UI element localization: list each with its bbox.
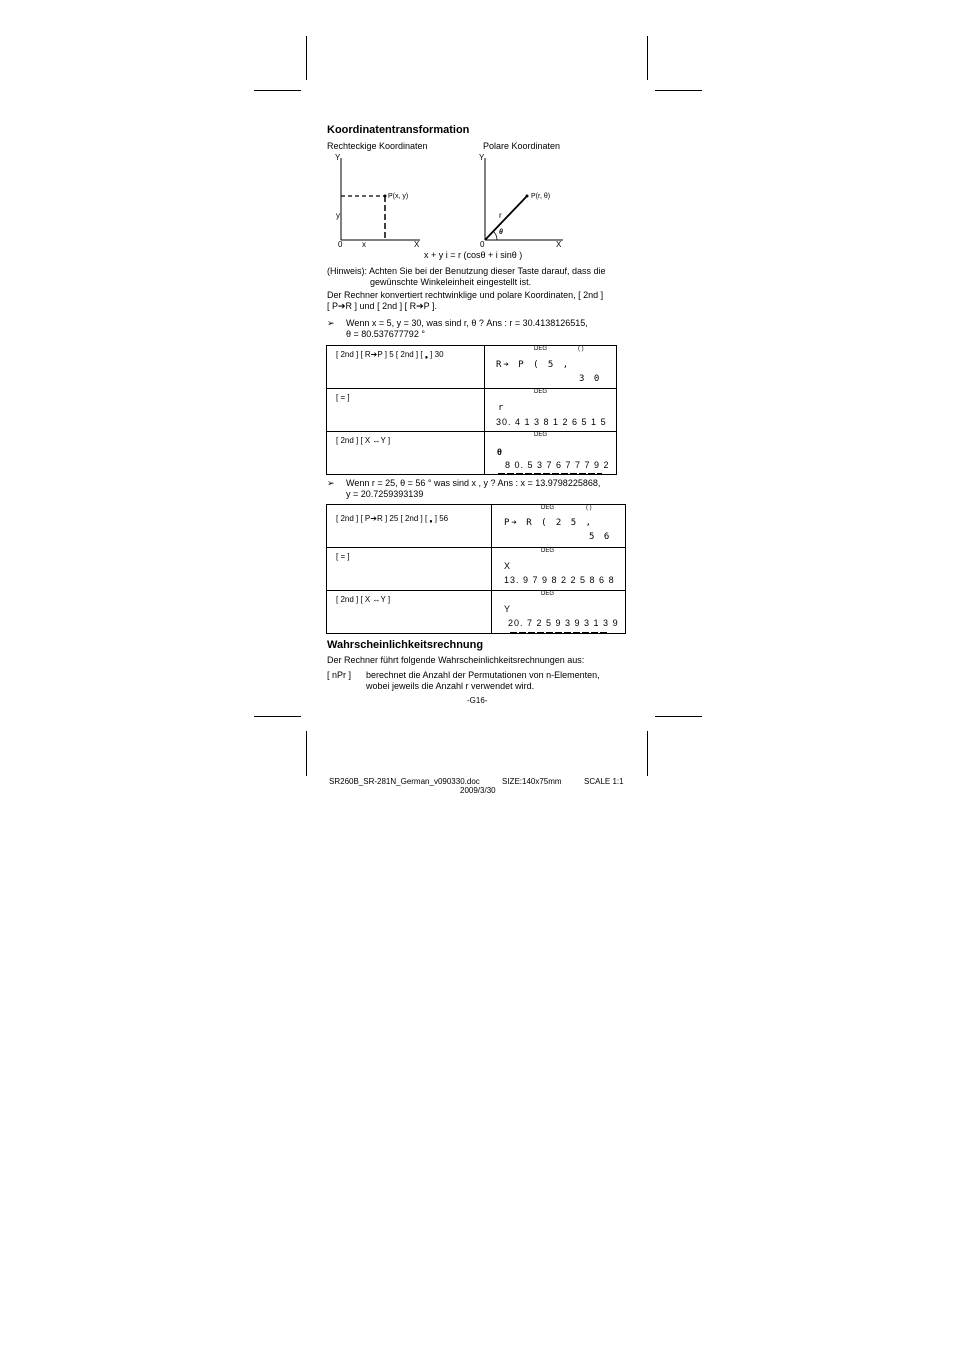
table2-row2-display-1: X bbox=[504, 561, 511, 571]
table2-row3-display-1: Y bbox=[504, 604, 511, 614]
table1-row1-display-2: 3 0 bbox=[579, 374, 602, 384]
example2-line-1: Wenn r = 25, θ = 56 ° was sind x , y ? Ans : x = 13.9798225868, bbox=[346, 478, 601, 488]
polar-point-label: P(r, θ) bbox=[531, 193, 551, 200]
label-rectangular: Rechteckige Koordinaten bbox=[327, 141, 428, 151]
rect-x-axis-label: X bbox=[414, 240, 420, 249]
rect-y-axis-label: Y bbox=[335, 153, 341, 162]
crop-mark bbox=[647, 36, 648, 80]
crop-mark bbox=[254, 90, 301, 91]
table2-row1-paren: ( ) bbox=[586, 505, 592, 511]
footer-filename: SR260B_SR-281N_German_v090330.doc bbox=[329, 777, 480, 786]
table2-row3-display-2: 20. 7 2 5 9 3 9 3 1 3 9 bbox=[508, 618, 619, 628]
polar-y-axis-label: Y bbox=[479, 153, 485, 162]
example1-line-2: θ = 80.537677792 ° bbox=[346, 329, 425, 339]
footer-scale: SCALE 1:1 bbox=[584, 777, 624, 786]
table2-row1-indicator: DEG bbox=[541, 505, 555, 511]
table1-row3-display-1: θ bbox=[497, 447, 502, 457]
polar-coordinate-diagram bbox=[475, 152, 575, 252]
crop-mark bbox=[655, 90, 702, 91]
crop-mark bbox=[306, 731, 307, 776]
heading-wahrscheinlichkeitsrechnung: Wahrscheinlichkeitsrechnung bbox=[327, 639, 484, 651]
crop-mark bbox=[655, 716, 702, 717]
table1-row1-display-1: R➔ P ( 5 , bbox=[496, 360, 571, 370]
polar-theta-label: θ bbox=[499, 229, 503, 236]
crop-mark bbox=[647, 731, 648, 776]
crop-mark bbox=[254, 716, 301, 717]
footer-size: SIZE:140x75mm bbox=[502, 777, 562, 786]
table2-row3-indicator: DEG bbox=[541, 591, 555, 597]
hint-line-1: (Hinweis): Achten Sie bei der Benutzung dieser Taste darauf, dass die bbox=[327, 266, 606, 276]
crop-mark bbox=[306, 36, 307, 80]
rectangular-coordinate-diagram bbox=[330, 152, 430, 252]
formula: x + y i = r (cosθ + i sinθ ) bbox=[424, 250, 523, 260]
bullet-icon: ➢ bbox=[327, 318, 335, 328]
table1-row2-display-1: r bbox=[498, 403, 506, 413]
table1-row1-indicator: DEG bbox=[534, 346, 548, 352]
heading-koordinatentransformation: Koordinatentransformation bbox=[327, 124, 470, 136]
table1-row3-keys: [ 2nd ] [ X ↔Y ] bbox=[336, 436, 391, 445]
table1-row1-paren: ( ) bbox=[578, 346, 584, 352]
npr-line-2: wobei jeweils die Anzahl r verwendet wird. bbox=[366, 681, 535, 691]
npr-key: [ nPr ] bbox=[327, 670, 352, 680]
polar-x-axis-label: X bbox=[556, 240, 562, 249]
table2-row1-display-1: P➔ R ( 2 5 , bbox=[504, 518, 594, 528]
table2-row2-indicator: DEG bbox=[541, 548, 555, 554]
table1-row3-indicator: DEG bbox=[534, 432, 548, 438]
npr-line-1: berechnet die Anzahl der Permutationen von n-Elementen, bbox=[366, 670, 600, 680]
hint-line-2: gewünschte Winkeleinheit eingestellt ist. bbox=[370, 277, 532, 287]
table2-row2-keys: [ = ] bbox=[336, 552, 350, 561]
table2-row1-display-2: 5 6 bbox=[589, 532, 612, 542]
table2-row2-display-2: 13. 9 7 9 8 2 2 5 8 6 8 bbox=[504, 575, 615, 585]
table1-row1-keys: [ 2nd ] [ R➔P ] 5 [ 2nd ] [ ❟ ] 30 bbox=[336, 350, 444, 359]
table1-row2-indicator: DEG bbox=[534, 389, 548, 395]
rect-y-tick-label: y bbox=[336, 211, 340, 220]
table2-row3-keys: [ 2nd ] [ X ↔Y ] bbox=[336, 595, 391, 604]
example2-line-2: y = 20.7259393139 bbox=[346, 489, 424, 499]
polar-origin-label: 0 bbox=[480, 240, 485, 249]
page-number: -G16- bbox=[467, 696, 488, 705]
polar-r-label: r bbox=[499, 211, 502, 220]
table1-row3-display-2: 8 0. 5 3 7 6 7 7 7 9 2 bbox=[505, 460, 610, 470]
rect-x-tick-label: x bbox=[362, 240, 366, 249]
table1-row2-display-2: 30. 4 1 3 8 1 2 6 5 1 5 bbox=[496, 417, 607, 427]
convert-line-1: Der Rechner konvertiert rechtwinklige und polare Koordinaten, [ 2nd ] bbox=[327, 290, 604, 300]
table1-row2-keys: [ = ] bbox=[336, 393, 350, 402]
example1-line-1: Wenn x = 5, y = 30, was sind r, θ ? Ans : r = 30.4138126515, bbox=[346, 318, 588, 328]
rect-point-label: P(x, y) bbox=[388, 193, 409, 200]
table2-row1-keys: [ 2nd ] [ P➔R ] 25 [ 2nd ] [ ❟ ] 56 bbox=[336, 514, 449, 523]
footer-date: 2009/3/30 bbox=[460, 786, 496, 795]
wahr-intro: Der Rechner führt folgende Wahrscheinlichkeitsrechnungen aus: bbox=[327, 655, 585, 665]
bullet-icon: ➢ bbox=[327, 478, 335, 488]
rect-origin-label: 0 bbox=[338, 240, 343, 249]
convert-line-2: [ P➔R ] und [ 2nd ] [ R➔P ]. bbox=[327, 301, 437, 311]
label-polar: Polare Koordinaten bbox=[483, 141, 561, 151]
key-table-1 bbox=[326, 345, 617, 475]
